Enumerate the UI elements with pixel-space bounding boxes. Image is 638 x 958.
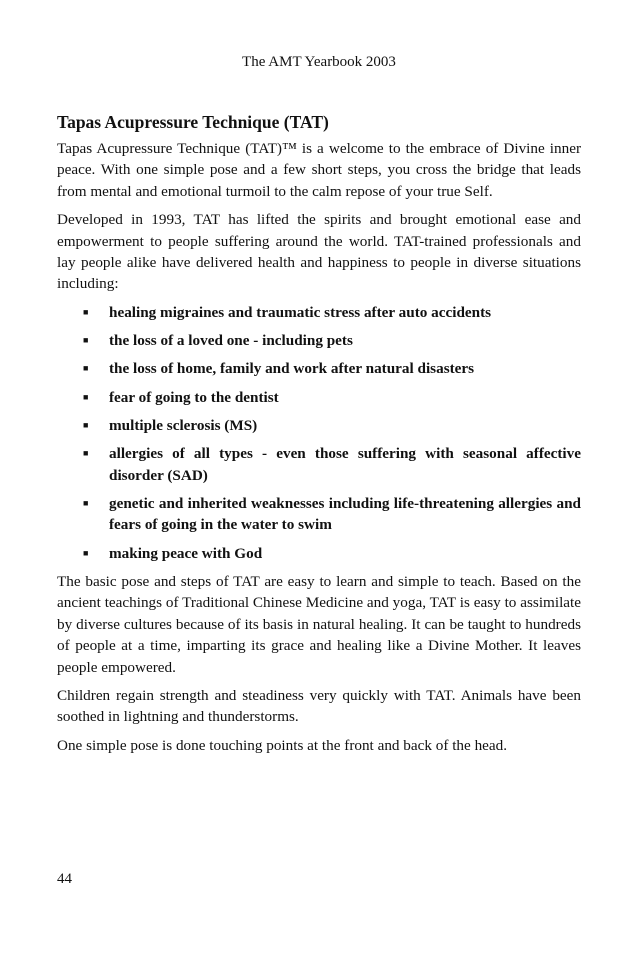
page-number: 44 [57, 871, 72, 887]
bullet-item [57, 493, 581, 536]
bullet-text: the loss of a loved one - including pets [109, 332, 353, 350]
bullet-item [57, 443, 581, 486]
square-bullet-icon: ■ [83, 420, 89, 431]
paragraph: Developed in 1993, TAT has lifted the spirits and brought emotional ease and empowerment to people suffering around the world. TAT-trained professionals and lay people alike have delivered health and happiness to people in diverse situations including: [57, 211, 581, 293]
paragraph: One simple pose is done touching points at the front and back of the head. [57, 736, 508, 754]
square-bullet-icon: ■ [83, 306, 89, 317]
running-header: The AMT Yearbook 2003 [242, 54, 396, 70]
square-bullet-icon: ■ [83, 335, 89, 346]
bullet-list [57, 302, 581, 564]
square-bullet-icon: ■ [83, 547, 89, 558]
bullet-text: making peace with God [109, 544, 263, 562]
bullet-text: genetic and inherited weaknesses including life-threatening allergies and fears of going in the water to swim [109, 495, 581, 534]
bullet-text: the loss of home, family and work after natural disasters [109, 360, 475, 378]
bullet-text: fear of going to the dentist [109, 388, 279, 406]
paragraph: Tapas Acupressure Technique (TAT)™ is a welcome to the embrace of Divine inner peace. With one simple pose and a few short steps, you cross the bridge that leads from mental and emotional turmoil to the calm repose of your true Self. [57, 140, 581, 200]
bullet-text: healing migraines and traumatic stress after auto accidents [109, 303, 492, 321]
bullet-item [57, 358, 581, 379]
paragraph: The basic pose and steps of TAT are easy to learn and simple to teach. Based on the ancient teachings of Traditional Chinese Medicine and yoga, TAT is easy to assimilate by diverse cultures because of its basis in natural healing. It can be taught to hundreds of people at a time, imparting its grace and healing like a Divine Mother. It leaves people empowered. [57, 573, 581, 676]
square-bullet-icon: ■ [83, 391, 89, 402]
bullet-item [57, 302, 581, 323]
bullet-text: multiple sclerosis (MS) [109, 417, 258, 435]
bullet-item [57, 543, 581, 564]
paragraph: Children regain strength and steadiness very quickly with TAT. Animals have been soothed in lightning and thunderstorms. [57, 687, 581, 726]
square-bullet-icon: ■ [83, 448, 89, 459]
page-content [57, 111, 581, 763]
bullet-text: allergies of all types - even those suffering with seasonal affective disorder (SAD) [109, 445, 581, 484]
square-bullet-icon: ■ [83, 498, 89, 509]
section-title: Tapas Acupressure Technique (TAT) [57, 112, 329, 132]
bullet-item [57, 415, 581, 436]
bullet-item [57, 330, 581, 351]
bullet-item [57, 387, 581, 408]
square-bullet-icon: ■ [83, 363, 89, 374]
